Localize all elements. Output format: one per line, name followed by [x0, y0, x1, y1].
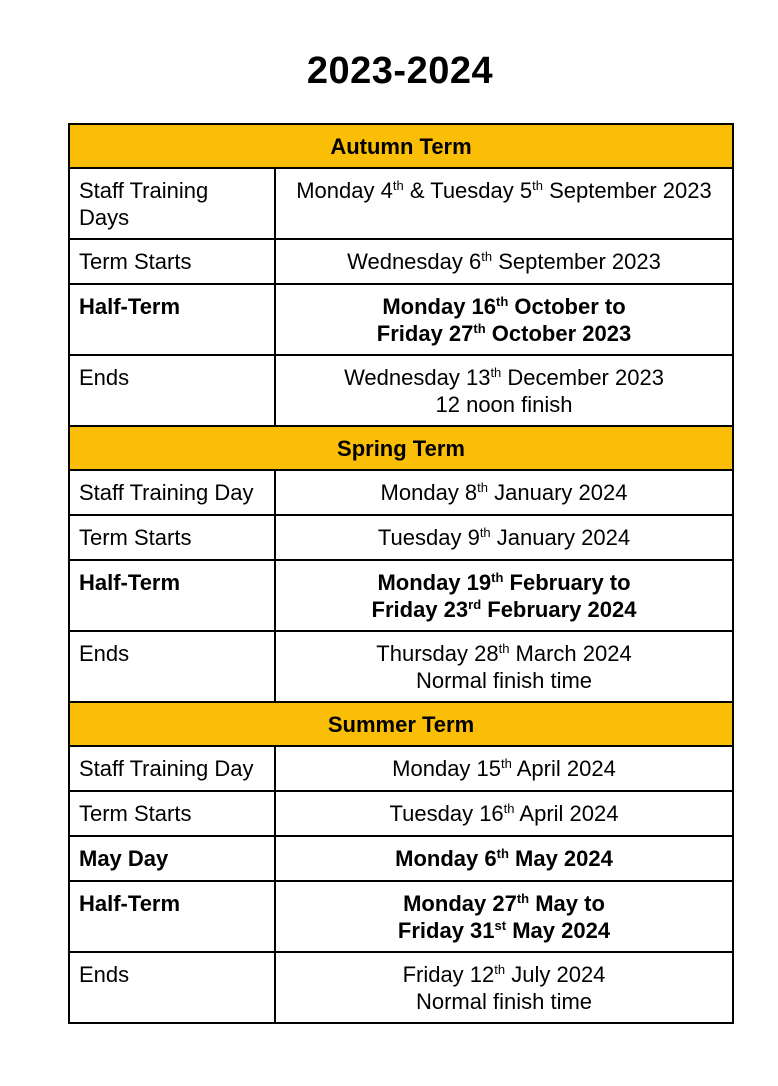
- table-row: [69, 746, 733, 791]
- value-text: Tuesday 9: [377, 525, 480, 550]
- row-label: Term Starts: [69, 791, 275, 836]
- value-text: May to: [529, 891, 605, 916]
- value-line: [284, 988, 724, 1015]
- row-label: Half-Term: [69, 881, 275, 952]
- value-line: [284, 177, 724, 204]
- row-value: [275, 239, 733, 284]
- ordinal-suffix: th: [481, 249, 493, 264]
- table-row: [69, 631, 733, 702]
- value-text: Tuesday 16: [389, 801, 504, 826]
- table-row: [69, 515, 733, 560]
- term-dates-table: [68, 123, 734, 1024]
- value-text: May 2024: [506, 918, 611, 943]
- value-text: Friday 31: [397, 918, 495, 943]
- ordinal-suffix: th: [496, 294, 509, 309]
- value-line: [284, 845, 724, 872]
- value-line: [284, 248, 724, 275]
- row-label: Ends: [69, 355, 275, 426]
- value-line: [284, 755, 724, 782]
- row-label: Half-Term: [69, 560, 275, 631]
- table-row: [69, 881, 733, 952]
- value-line: [284, 890, 724, 917]
- value-text: Normal finish time: [415, 668, 593, 693]
- value-text: December 2023: [501, 365, 664, 390]
- ordinal-suffix: th: [503, 801, 515, 816]
- term-header-row: [69, 702, 733, 746]
- term-header-row: [69, 426, 733, 470]
- value-text: February 2024: [481, 597, 637, 622]
- ordinal-suffix: th: [498, 641, 510, 656]
- row-value: [275, 168, 733, 239]
- term-header-row: [69, 124, 733, 168]
- row-value: [275, 836, 733, 881]
- value-text: October 2023: [485, 321, 632, 346]
- value-line: [284, 640, 724, 667]
- value-text: April 2024: [511, 756, 616, 781]
- row-value: [275, 952, 733, 1023]
- value-text: & Tuesday 5: [403, 178, 533, 203]
- value-text: Monday 4: [296, 178, 393, 203]
- value-text: Friday 12: [402, 962, 495, 987]
- value-line: [284, 293, 724, 320]
- ordinal-suffix: rd: [468, 597, 482, 612]
- row-label: Term Starts: [69, 515, 275, 560]
- table-row: [69, 836, 733, 881]
- value-text: April 2024: [514, 801, 619, 826]
- table-row: [69, 168, 733, 239]
- value-text: July 2024: [505, 962, 606, 987]
- table-row: [69, 470, 733, 515]
- value-text: 12 noon finish: [435, 392, 573, 417]
- value-text: May 2024: [508, 846, 613, 871]
- ordinal-suffix: th: [532, 178, 543, 193]
- value-text: Friday 27: [376, 321, 474, 346]
- value-line: [284, 364, 724, 391]
- value-line: [284, 320, 724, 347]
- value-line: [284, 667, 724, 694]
- value-line: [284, 569, 724, 596]
- ordinal-suffix: th: [477, 480, 489, 495]
- term-heading: Spring Term: [69, 426, 733, 470]
- value-text: Normal finish time: [415, 989, 593, 1014]
- value-text: Friday 23: [371, 597, 469, 622]
- row-value: [275, 791, 733, 836]
- ordinal-suffix: th: [473, 321, 486, 336]
- value-text: Monday 19: [377, 570, 492, 595]
- value-line: [284, 800, 724, 827]
- row-label: May Day: [69, 836, 275, 881]
- table-row: [69, 560, 733, 631]
- ordinal-suffix: st: [494, 918, 507, 933]
- value-text: March 2024: [509, 641, 632, 666]
- table-row: [69, 952, 733, 1023]
- value-text: Wednesday 13: [344, 365, 491, 390]
- value-text: Monday 15: [392, 756, 502, 781]
- value-text: Monday 16: [382, 294, 497, 319]
- ordinal-suffix: th: [490, 365, 502, 380]
- ordinal-suffix: th: [491, 570, 504, 585]
- value-text: October to: [508, 294, 626, 319]
- table-row: [69, 355, 733, 426]
- row-label: Half-Term: [69, 284, 275, 355]
- row-value: [275, 470, 733, 515]
- row-value: [275, 881, 733, 952]
- row-label: Staff Training Day: [69, 746, 275, 791]
- value-line: [284, 596, 724, 623]
- row-value: [275, 515, 733, 560]
- value-text: Thursday 28: [376, 641, 499, 666]
- value-text: Wednesday 6: [347, 249, 482, 274]
- value-line: [284, 961, 724, 988]
- ordinal-suffix: th: [494, 962, 506, 977]
- ordinal-suffix: th: [392, 178, 404, 193]
- value-line: [284, 917, 724, 944]
- table-row: [69, 284, 733, 355]
- ordinal-suffix: th: [496, 846, 509, 861]
- value-line: [284, 479, 724, 506]
- value-text: January 2024: [490, 525, 631, 550]
- row-label: Ends: [69, 952, 275, 1023]
- term-heading: Autumn Term: [69, 124, 733, 168]
- value-text: Monday 6: [395, 846, 497, 871]
- table-row: [69, 239, 733, 284]
- value-line: [284, 524, 724, 551]
- page-title: 2023-2024: [306, 50, 494, 92]
- ordinal-suffix: th: [501, 756, 512, 771]
- row-value: [275, 560, 733, 631]
- ordinal-suffix: th: [479, 525, 491, 540]
- value-text: September 2023: [492, 249, 661, 274]
- row-label: Term Starts: [69, 239, 275, 284]
- row-label: Staff Training Days: [69, 168, 275, 239]
- row-value: [275, 631, 733, 702]
- value-text: Monday 27: [403, 891, 517, 916]
- term-heading: Summer Term: [69, 702, 733, 746]
- row-value: [275, 746, 733, 791]
- row-value: [275, 284, 733, 355]
- value-text: February to: [503, 570, 631, 595]
- value-text: Monday 8: [380, 480, 478, 505]
- row-label: Ends: [69, 631, 275, 702]
- value-text: January 2024: [488, 480, 628, 505]
- table-row: [69, 791, 733, 836]
- ordinal-suffix: th: [516, 891, 530, 906]
- row-value: [275, 355, 733, 426]
- row-label: Staff Training Day: [69, 470, 275, 515]
- value-line: [284, 391, 724, 418]
- value-text: September 2023: [542, 178, 712, 203]
